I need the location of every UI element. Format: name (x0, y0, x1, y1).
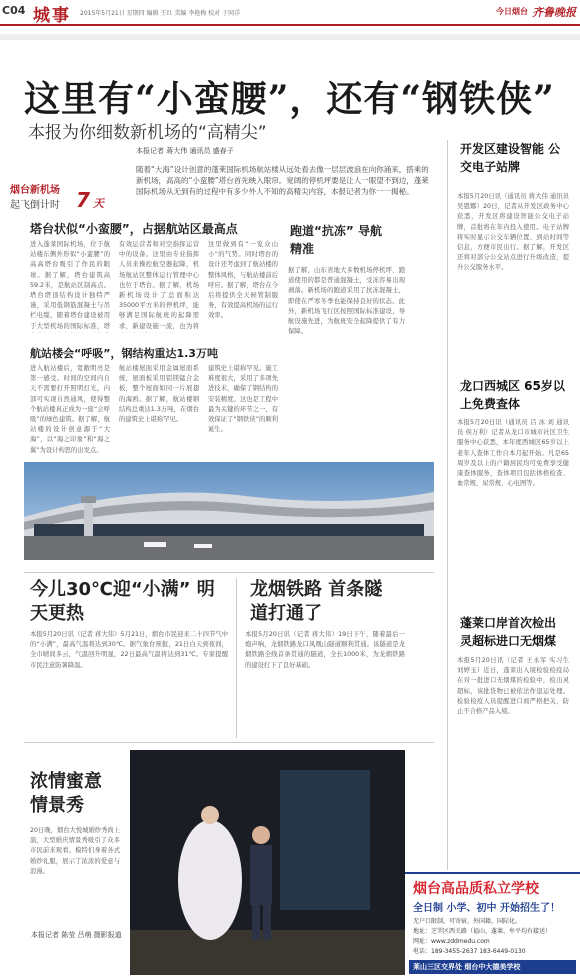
airport-terminal-photo (24, 462, 434, 560)
ad-school-name: 莱山三区交界处 烟台中大德美学校 (413, 963, 521, 971)
airport-illustration (24, 462, 434, 560)
main-headline: 这里有“小蛮腰”，还有“钢铁侠” (24, 78, 555, 120)
wedding-show-photo (130, 750, 405, 975)
bus-stop-title: 开发区建设智能 公交电子站牌 (460, 142, 561, 174)
tower-section-title: 塔台状似“小蛮腰”，占据航站区最高点 (30, 222, 238, 236)
issue-meta: 2015年5月21日 星期四 编辑 王红 美编 李艳梅 校对 于同洋 (80, 10, 241, 17)
terminal-col-1: 进入航站楼后，宽敞明亮是第一感受。时间的空间内自天不需要打开照明灯光，内部可实现自然通风，使得整个航站楼真正成为一座“会呼吸”的绿色建筑。据了解，航站楼的设计创意源于“大海”，以“海之印象”和“海之翼”为设计构思的出发点。 (30, 365, 110, 454)
section-divider (24, 572, 434, 573)
health-check-body: 本报5月20日讯（通讯员 吕 冰 刘 通讯员 侯万利）记者从龙口市城市社区卫生服务中心获悉，本年度西城区65岁以上老年人查体工作自本月起开始。凡是65周岁及以上的户籍居民均可免费享受健康查体服务，查体项目包括体格检查、血常规、尿常规、心电图等。 (457, 419, 569, 488)
weather-section-body: 本报5月20日讯（记者 蒋大伟）5月21日，烟台市民迎来二十四节气中的“小满”，最高气温将达到30℃。据气象台预报，21日白天到夜间，全市晴间多云，气温回升明显，22日最高气温将达到31℃。专家提醒市民注意防暑降温。 (30, 631, 228, 669)
bus-stop-body: 本报5月20日讯（通讯员 蒋大伟 通讯员 吴恩娜）20日，记者从开发区政务中心获悉，开发区将建设智能公交电子站牌，首批将在年内投入使用。电子站牌将实时显示公交车辆位置、到站时间等信息，方便市民出行。据了解，开发区还将对部分公交站点进行升级改造，提升公交服务水平。 (457, 193, 569, 272)
decorative-ribbon (0, 34, 580, 40)
lead-paragraph: 随着“大海”设计创意的蓬莱国际机场航站楼从远处看去像一层层波浪在向你涌来，搭乘的新机场，高高的“小蛮腰”塔台首先映入眼帘。宽阔的停机坪要是让人一眼望不到边，蓬莱国际机场从无到有的过程中有多少外人不知的高精尖内容，本报记者为你一一揭秘。 (136, 165, 429, 196)
column-divider (236, 578, 237, 738)
coal-inspection-body: 本报5月20日讯（记者 王永军 实习生 刘婷玉）近日，蓬莱出入境检验检疫局在对一批进口无烟煤的检验中，检出灵超标，该批货物已被依法作退运处理。检验检疫人员提醒进口商严格把关，防止不合格产品入境。 (457, 657, 569, 716)
ad-title: 烟台高品质私立学校 (413, 881, 539, 897)
ad-phone: 电话：189-3455-2637 183-6449-0130 (413, 948, 526, 955)
tunnel-section-body: 本报5月20日讯（记者 蒋大伟）19日下午，随着最后一炮声响，龙烟铁路龙口凤凰山隧道顺利贯通。该隧道是龙烟铁路全线首条贯通的隧道，全长1000米，为龙烟铁路的建设打下了良好基础。 (245, 631, 405, 669)
tower-col-2: 有效运营者和对空指挥运营中的设备。这里由专业指挥人员来操控航空器起降，机场航站区整体运行管理中心也位于塔台。据了解，机场新机场设计了总面积达35000平方米的停机坪，能够满足国际航班的起降需求，新建设施一流，也为将 (119, 241, 199, 330)
countdown-badge (0, 178, 112, 226)
coal-inspection-title: 蓬莱口岸首次检出 灵超标进口无烟煤 (460, 616, 557, 648)
terminal-col-2: 航站楼屋面采用金属屋面系统，屋面板采用铝镁锰合金板，整个屋面如同一片展翅的海鸥。据了解，航站楼钢结构总重达1.3万吨，在烟台的建筑史上堪称罕见。 (119, 365, 199, 424)
column-divider (447, 140, 448, 870)
ad-detail-1: 无户口限制，可寄宿，外国籍、国际化。 (413, 918, 522, 925)
countdown-number: 7 天 (76, 188, 104, 212)
newspaper-logo: 齐鲁晚报 (532, 6, 576, 19)
lead-byline: 本报记者 蒋大伟 通讯员 盛春子 (136, 147, 234, 155)
terminal-col-3: 建筑史上堪称罕见。施工难度很大，采用了多项先进技术，确保了钢结构的安装精度。这也是工程中最为关键的环节之一，有效保证了“钢铁侠”的顺利诞生。 (208, 365, 278, 434)
page-header (0, 0, 580, 26)
wedding-section-title: 浓情蜜意 情景秀 (30, 771, 102, 816)
tower-col-1: 进入蓬莱国际机场，位于航站楼东侧外形似“小蛮腰”的高高塔台吸引了作民的眼球。据了解，塔台建筑高59.2米，是航站区制高点。塔台塔顶结构设计独特严谨，采用低钢筋混凝土与吊栏电缆，随着塔台建设被用于大型机场的国际标准，塔 (30, 241, 110, 330)
brand-label: 今日烟台 (496, 7, 528, 16)
school-advertisement (405, 872, 580, 977)
tower-col-3: 这里做到有“一览众山小”的气势。同时塔台的设计还考虑到了航站楼的整体风格，与航站楼前后呼应。据了解，塔台在今后将提供全天候管制服务，有效提高机场的运行效率。 (208, 241, 278, 320)
health-check-title: 龙口西城区 65岁以上免费查体 (460, 379, 565, 411)
runway-section-body: 据了解，山东省地大多数机场停机坪、跑道使用的都是普通混凝土，受冻容易出现剥落。新机场的跑道采用了抗冻混凝土，即使在严寒冬季也能保持良好的状态。此外，新机场飞行区按照国际标准建设，导航设施先进，为航班安全起降提供了有力保障。 (288, 267, 405, 336)
section-divider (24, 742, 434, 743)
ad-detail-2: 地址：芝罘区西关路（福山、蓬莱、牟平均有接送） (413, 928, 552, 935)
tunnel-section-title: 龙烟铁路 首条隧道打通了 (250, 579, 383, 624)
countdown-subtitle: 起飞倒计时 (10, 200, 60, 211)
wedding-illustration (130, 750, 405, 975)
ad-headline: 全日制 小学、初中 开始招生了！ (413, 903, 560, 914)
weather-section-title: 今儿30℃迎“小满” 明天更热 (30, 579, 215, 624)
subheadline: 本报为你细数新机场的“高精尖” (28, 123, 267, 143)
photo-caption: 本报记者 陈莹 吕萌 摄影报道 (31, 931, 122, 939)
countdown-title: 烟台新机场 (10, 185, 60, 196)
ad-footer-bar (409, 960, 576, 974)
runway-section-title: 跑道“抗冻” 导航精准 (290, 224, 382, 256)
page-number: C04 (2, 4, 26, 17)
ad-website: 网址：www.zddmedu.com (413, 938, 490, 945)
wedding-section-body: 20日晚，烟台大悦城婚纱秀尚上演，大型婚庆情景秀吸引了众多市民前来观看。模特们身着各式婚纱礼服，展示了浓浓的爱意与浪漫。 (30, 827, 120, 875)
section-title: 城事 (33, 6, 71, 26)
terminal-section-title: 航站楼会“呼吸”，钢结构重达1.3万吨 (30, 347, 218, 360)
